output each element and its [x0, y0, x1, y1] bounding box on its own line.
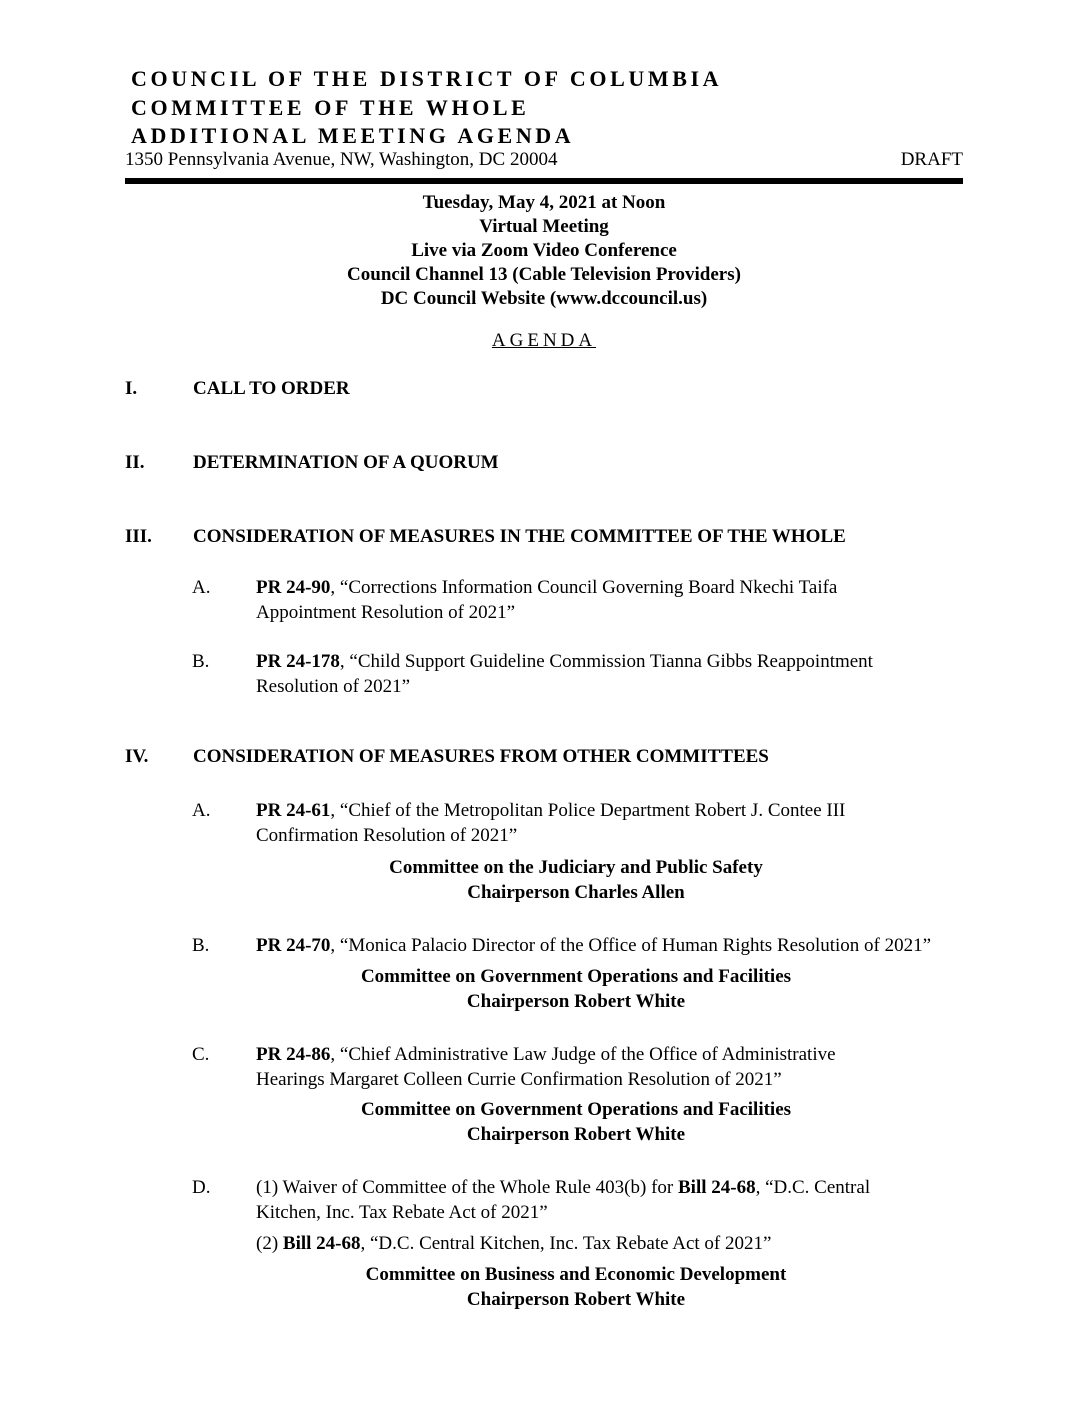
measure-id: PR 24-61	[256, 800, 331, 821]
committee-block	[0, 1097, 1088, 1147]
measure-id: PR 24-86	[256, 1044, 331, 1065]
item-letter: B.	[192, 651, 210, 672]
bill-id: Bill 24-68	[678, 1177, 756, 1198]
meeting-zoom: Live via Zoom Video Conference	[411, 240, 677, 261]
item-letter: C.	[192, 1044, 210, 1065]
section-number: III.	[125, 526, 152, 547]
item-letter: A.	[192, 577, 211, 598]
item-letter: B.	[192, 935, 210, 956]
committee-block	[0, 1262, 1088, 1312]
measure-id: PR 24-70	[256, 935, 331, 956]
committee-name: Committee on the Judiciary and Public Safety	[389, 857, 763, 878]
item-letter: A.	[192, 800, 211, 821]
committee-chair: Chairperson Robert White	[466, 1124, 686, 1145]
committee-chair: Chairperson Robert White	[466, 1289, 686, 1310]
meeting-channel: Council Channel 13 (Cable Television Providers)	[347, 264, 741, 285]
committee-chair: Chairperson Charles Allen	[467, 882, 685, 903]
section-title: CALL TO ORDER	[193, 378, 350, 399]
address: 1350 Pennsylvania Avenue, NW, Washington, DC 20004	[125, 149, 558, 170]
meeting-info	[0, 191, 1088, 311]
section-title: CONSIDERATION OF MEASURES FROM OTHER COMMITTEES	[193, 746, 769, 767]
measure-id: PR 24-90	[256, 577, 331, 598]
meeting-type: Virtual Meeting	[479, 216, 609, 237]
section-number: II.	[125, 452, 145, 473]
committee-chair: Chairperson Robert White	[466, 991, 686, 1012]
committee-name: Committee on Government Operations and Facilities	[360, 966, 792, 987]
committee-title: COMMITTEE OF THE WHOLE	[131, 95, 530, 120]
agenda-heading: ADDITIONAL MEETING AGENDA	[131, 123, 575, 148]
meeting-website: DC Council Website (www.dccouncil.us)	[380, 288, 708, 309]
item-text: (1) Waiver of Committee of the Whole Rule 403(b) for Bill 24-68, “D.C. Central Kitchen, Inc. Tax Rebate Act of 2021” (2) Bill 24-68, “D.C. Central Kitchen, Inc. Tax Rebate Act of 2021”	[256, 1175, 976, 1256]
section-number: I.	[125, 378, 138, 399]
committee-block	[0, 964, 1088, 1014]
item-letter: D.	[192, 1177, 211, 1198]
address-row	[125, 149, 963, 171]
item-text: PR 24-70, “Monica Palacio Director of the Office of Human Rights Resolution of 2021”	[256, 935, 932, 956]
council-title: COUNCIL OF THE DISTRICT OF COLUMBIA	[131, 66, 723, 91]
item-text: PR 24-178, “Child Support Guideline Commission Tianna Gibbs Reappointment Resolution of 2021”	[256, 651, 873, 697]
section-title: CONSIDERATION OF MEASURES IN THE COMMITTEE OF THE WHOLE	[193, 526, 846, 547]
section-title: DETERMINATION OF A QUORUM	[193, 452, 499, 473]
draft-label: DRAFT	[900, 149, 963, 170]
section-number: IV.	[125, 746, 149, 767]
sub-item: (2) Bill 24-68, “D.C. Central Kitchen, Inc. Tax Rebate Act of 2021”	[256, 1233, 772, 1254]
measure-id: PR 24-178	[256, 651, 340, 672]
committee-block	[0, 855, 1088, 905]
header-rule	[125, 178, 963, 184]
bill-id: Bill 24-68	[282, 1233, 361, 1254]
agenda-title: AGENDA	[491, 330, 597, 351]
committee-name: Committee on Business and Economic Development	[365, 1264, 787, 1285]
item-text: PR 24-61, “Chief of the Metropolitan Police Department Robert J. Contee III Confirmation Resolution of 2021”	[256, 800, 846, 846]
committee-name: Committee on Government Operations and Facilities	[360, 1099, 792, 1120]
item-text: PR 24-90, “Corrections Information Council Governing Board Nkechi Taifa Appointment Resolution of 2021”	[256, 577, 838, 623]
meeting-date: Tuesday, May 4, 2021 at Noon	[422, 192, 666, 213]
item-text: PR 24-86, “Chief Administrative Law Judge of the Office of Administrative Hearings Margaret Colleen Currie Confirmation Resolution of 2021”	[256, 1044, 836, 1090]
